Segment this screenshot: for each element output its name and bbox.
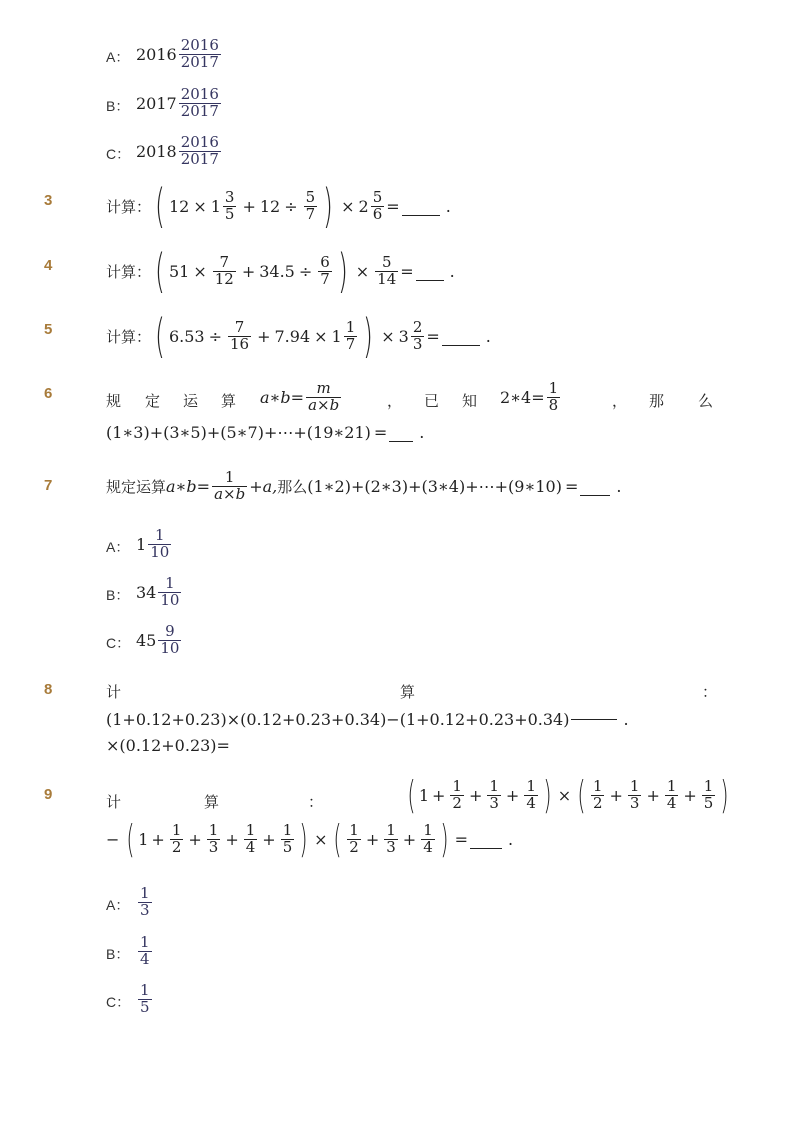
question-text: 那么 <box>277 477 308 496</box>
formula-lhs: a∗b= <box>260 387 305 407</box>
operator: + <box>242 196 256 216</box>
mixed-whole: 2016 <box>136 44 177 64</box>
answer-blank[interactable]: = <box>426 327 481 346</box>
number: 6.53 <box>168 326 205 346</box>
question-text: 定 <box>145 392 161 410</box>
operator: + <box>505 785 520 805</box>
fraction: $\frac{1}{5}$ <box>703 776 714 812</box>
mixed-whole: 34 <box>136 582 157 602</box>
operator: × <box>557 785 572 805</box>
fraction: $\frac{1}{2}$ <box>349 820 359 856</box>
fraction: $\frac{1}{4}$ <box>245 820 256 856</box>
formula-lhs: 2∗4= <box>500 387 545 407</box>
operator: × <box>314 326 328 346</box>
operator: + <box>262 829 276 849</box>
answer-blank[interactable]: = <box>562 477 612 496</box>
question-number: 6 <box>44 385 53 402</box>
option-label: A： <box>106 49 130 65</box>
number: 12 <box>168 196 190 216</box>
fraction: $\frac{1}{2}$ <box>171 820 182 856</box>
question-7 <box>106 470 621 503</box>
question-8-line-3 <box>106 736 230 755</box>
option-label: C： <box>106 635 131 651</box>
question-number: 7 <box>44 477 53 494</box>
operator: + <box>646 785 660 805</box>
right-paren: ) <box>299 817 308 861</box>
fraction: $\frac{7}{12}$ <box>214 252 234 288</box>
answer-blank[interactable]: = <box>371 423 415 442</box>
option-label: A： <box>106 897 130 913</box>
left-paren: ( <box>577 773 586 817</box>
period: . <box>445 196 451 216</box>
fraction: $\frac{6}{7}$ <box>320 252 330 288</box>
operator: + <box>683 785 697 805</box>
period: . <box>507 829 514 849</box>
left-paren: ( <box>126 817 135 861</box>
question-text: 已 <box>424 392 440 410</box>
operator: + <box>241 261 256 281</box>
fraction: $\frac{1}{2}$ <box>592 776 603 812</box>
right-paren: ) <box>720 773 729 817</box>
option-label: C： <box>106 994 131 1010</box>
operator: + <box>225 829 239 849</box>
mixed-whole: 45 <box>136 630 157 650</box>
mixed-whole: 1 <box>136 534 147 554</box>
question-text: 算 <box>400 683 416 701</box>
left-paren: ( <box>155 244 165 298</box>
fraction: $\frac{1}{7}$ <box>345 317 356 353</box>
fraction: $\frac{1}{4}$ <box>423 820 433 856</box>
question-prefix: 计算： <box>106 327 152 346</box>
option-label: B： <box>106 946 130 962</box>
fraction: $\frac{1}{4}$ <box>526 776 536 812</box>
operator: × <box>193 261 207 281</box>
formula-tail: +a, <box>249 476 278 496</box>
expression: ×(0.12+0.23)= <box>106 736 230 755</box>
fraction: $\frac{5}{7}$ <box>305 187 316 223</box>
fraction: $\frac{1}{5}$ <box>282 820 293 856</box>
question-text: 计 <box>106 793 122 811</box>
punctuation: ， <box>612 392 628 410</box>
mixed-whole: 3 <box>398 326 409 346</box>
left-paren: ( <box>407 773 416 817</box>
question-number: 9 <box>44 786 53 803</box>
number: 1 <box>138 829 149 849</box>
number: 1 <box>418 785 430 805</box>
period: . <box>449 261 455 281</box>
number: 51 <box>168 261 190 281</box>
operator: ÷ <box>298 261 313 281</box>
fraction: $\frac{1}{2}$ <box>452 776 462 812</box>
question-9-line-1 <box>404 773 732 817</box>
punctuation: ： <box>702 683 718 701</box>
question-text: 算 <box>221 392 237 410</box>
fraction: $\frac{1}{5}$ <box>140 981 150 1016</box>
period: . <box>616 476 622 496</box>
question-number: 5 <box>44 321 53 338</box>
formula-lhs: a∗b= <box>166 476 211 496</box>
fraction: $\frac{2}{3}$ <box>412 317 423 353</box>
fraction: $\frac{3}{5}$ <box>224 187 235 223</box>
operator: + <box>257 326 271 346</box>
period: . <box>419 423 425 442</box>
option-label: B： <box>106 98 130 114</box>
fraction: $\frac{1}{3}$ <box>489 776 499 812</box>
left-paren: ( <box>155 179 165 233</box>
operator: − <box>106 829 120 849</box>
question-text: 运 <box>183 392 199 410</box>
mixed-whole: 2017 <box>136 93 177 113</box>
fraction: $\frac{1}{8}$ <box>548 379 559 414</box>
fraction: $\frac{1}{a\times b}$ <box>214 468 246 503</box>
question-4 <box>106 244 455 298</box>
option-label: C： <box>106 146 131 162</box>
question-8-line-2 <box>106 710 629 729</box>
answer-blank[interactable]: = <box>386 197 441 216</box>
operator: + <box>468 785 483 805</box>
fraction: $\frac{2016}{2017}$ <box>180 133 219 168</box>
operator: × <box>193 196 207 216</box>
question-6-line-2 <box>106 423 424 442</box>
right-paren: ) <box>440 817 449 861</box>
fraction: $\frac{5}{6}$ <box>372 187 383 223</box>
operator: + <box>432 785 446 805</box>
operator: × <box>314 829 328 849</box>
answer-blank[interactable]: = <box>400 262 445 281</box>
operator: + <box>609 785 623 805</box>
expression: (1+0.12+0.23)×(0.12+0.23+0.34)−(1+0.12+0.23+0.34) <box>106 710 570 729</box>
left-paren: ( <box>333 817 342 861</box>
answer-blank[interactable] <box>571 719 617 720</box>
operator: × <box>341 196 355 216</box>
fraction: $\frac{7}{16}$ <box>230 317 250 353</box>
number: 34.5 <box>259 261 295 281</box>
fraction: $\frac{1}{3}$ <box>386 820 396 856</box>
right-paren: ) <box>323 179 334 233</box>
mixed-whole: 2 <box>358 196 369 216</box>
fraction: $\frac{5}{14}$ <box>377 252 397 288</box>
fraction: $\frac{1}{10}$ <box>160 574 180 609</box>
left-paren: ( <box>155 309 165 363</box>
fraction: $\frac{9}{10}$ <box>160 622 180 657</box>
punctuation: ， <box>387 392 403 410</box>
given-formula <box>500 381 562 414</box>
question-number: 4 <box>44 257 53 274</box>
question-prefix: 规定运算 <box>106 477 167 496</box>
operator: × <box>355 261 370 281</box>
period: . <box>623 710 629 729</box>
answer-blank[interactable]: = <box>452 830 504 849</box>
expression: (1∗2)+(2∗3)+(3∗4)+⋯+(9∗10) <box>307 476 562 496</box>
operator: + <box>402 829 417 849</box>
mixed-whole: 1 <box>210 196 221 216</box>
mixed-whole: 2018 <box>136 141 177 161</box>
fraction: $\frac{1}{3}$ <box>629 776 640 812</box>
number: 12 <box>259 196 281 216</box>
question-text: 么 <box>698 392 714 410</box>
question-text: 知 <box>462 392 478 410</box>
option-label: B： <box>106 587 130 603</box>
question-text: 那 <box>649 392 665 410</box>
expression: (1∗3)+(3∗5)+(5∗7)+⋯+(19∗21) <box>106 423 371 442</box>
question-text: 规 <box>106 392 122 410</box>
operator: + <box>365 829 380 849</box>
operator: ÷ <box>284 196 298 216</box>
right-paren: ) <box>337 244 348 298</box>
fraction: $\frac{m}{a\times b}$ <box>308 379 340 414</box>
fraction: $\frac{1}{4}$ <box>666 776 677 812</box>
question-3 <box>106 179 451 233</box>
number: 7.94 <box>274 326 311 346</box>
question-prefix: 计算： <box>106 197 152 216</box>
fraction: $\frac{1}{10}$ <box>150 526 170 561</box>
fraction: $\frac{2016}{2017}$ <box>180 85 219 120</box>
mixed-whole: 1 <box>331 326 342 346</box>
question-text: 算 <box>204 793 220 811</box>
question-number: 8 <box>44 681 53 698</box>
question-text: 计 <box>106 683 122 701</box>
operator: + <box>188 829 202 849</box>
fraction: $\frac{1}{3}$ <box>140 884 150 919</box>
period: . <box>485 326 491 346</box>
question-prefix: 计算： <box>106 262 152 281</box>
fraction: $\frac{1}{3}$ <box>208 820 219 856</box>
fraction: $\frac{1}{4}$ <box>140 933 150 968</box>
question-number: 3 <box>44 192 53 209</box>
right-paren: ) <box>363 309 374 363</box>
fraction: $\frac{2016}{2017}$ <box>180 36 219 71</box>
operator: × <box>381 326 395 346</box>
definition-formula <box>260 381 343 414</box>
punctuation: ： <box>308 793 324 811</box>
operator: ÷ <box>208 326 222 346</box>
question-5 <box>106 309 491 363</box>
option-label: A： <box>106 539 130 555</box>
operator: + <box>151 829 165 849</box>
question-9-line-2 <box>106 817 514 861</box>
right-paren: ) <box>543 773 552 817</box>
